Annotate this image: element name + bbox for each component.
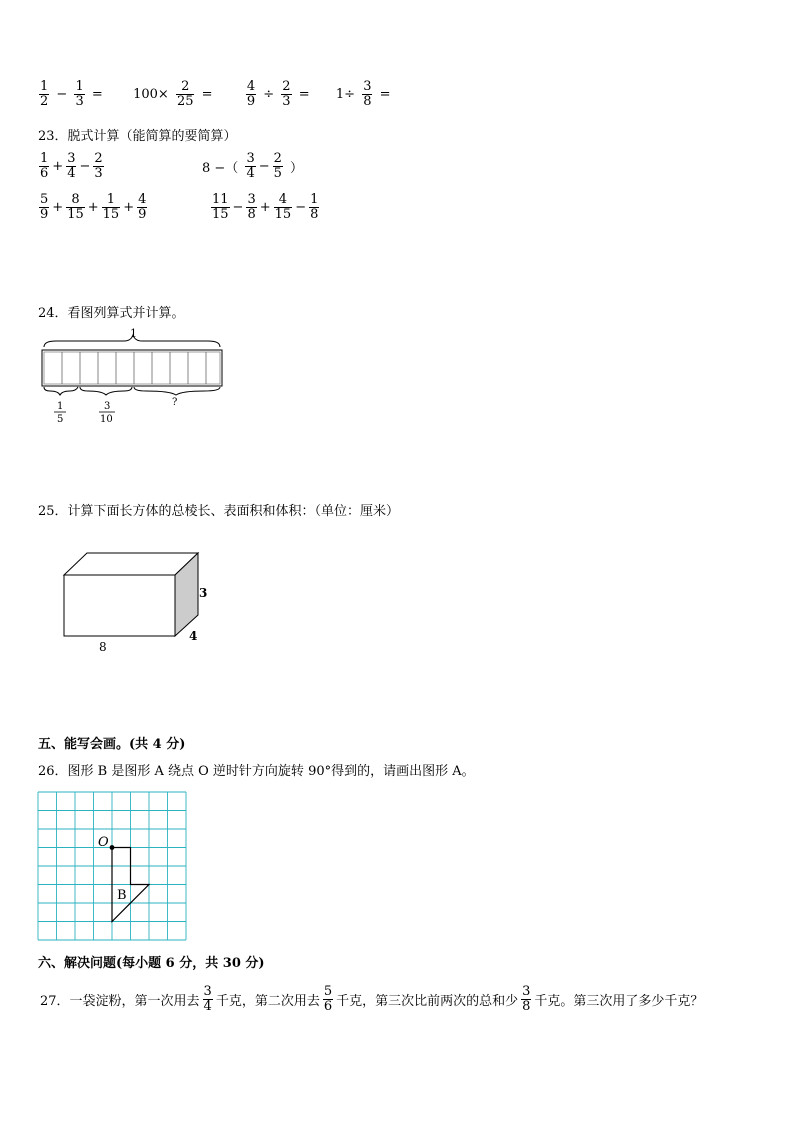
- section-6-heading: 六、解决问题(每小题 6 分，共 30 分): [38, 956, 265, 971]
- label-2-den: 10: [100, 414, 113, 425]
- point-o-label: O: [98, 835, 109, 850]
- fraction: $\frac{2}{25}$: [176, 79, 194, 109]
- fraction: $\frac{1}{3}$: [75, 79, 84, 109]
- equals-sign: =: [91, 86, 103, 102]
- q24-title: 24．看图列算式并计算。: [38, 306, 185, 321]
- operator: 1÷: [335, 86, 356, 102]
- fraction: $\frac{4}{9}$: [246, 79, 256, 109]
- q23-expr-1: $\frac{1}{6}$ + $\frac{3}{4}$ − $\frac{2}{3}$: [40, 151, 103, 181]
- fraction: $\frac{2}{3}$: [282, 79, 291, 109]
- shape-b-label: B: [117, 888, 127, 903]
- equals-sign: =: [379, 86, 391, 102]
- q26-grid-figure: [37, 791, 187, 941]
- operator: ÷: [263, 86, 275, 102]
- q27-text: 27．一袋淀粉，第一次用去 $\frac{3}{4}$ 千克，第二次用去 $\frac{5}{6}$ 千克，第三次比前两次的总和少 $\frac{3}{8}$ 千克。第三次用了多少千克？: [40, 984, 704, 1014]
- height-label: 3: [199, 586, 208, 600]
- strip-dividers: [62, 352, 206, 384]
- q25-cuboid: [55, 545, 225, 660]
- operator: −: [56, 86, 68, 102]
- length-label: 8: [99, 640, 107, 654]
- q26-title: 26．图形 B 是图形 A 绕点 O 逆时针方向旋转 90°得到的，请画出图形 A。: [38, 764, 475, 779]
- q23-expr-4: $\frac{11}{15}$ − $\frac{3}{8}$ + $\frac{4}{15}$ − $\frac{1}{8}$: [212, 192, 319, 222]
- point-o: [110, 845, 115, 850]
- q23-expr-3: $\frac{5}{9}$ + $\frac{8}{15}$ + $\frac{1}{15}$ + $\frac{4}{9}$: [40, 192, 147, 222]
- section-5-heading: 五、能写会画。(共 4 分): [38, 737, 186, 752]
- q24-strip-diagram: [36, 325, 236, 425]
- width-label: 4: [189, 629, 198, 643]
- equals-sign: =: [201, 86, 213, 102]
- label-2-num: 3: [104, 401, 111, 412]
- top-label: 1: [130, 327, 137, 340]
- q23-expr-2: 8 −（ $\frac{3}{4}$ − $\frac{2}{5}$ ）: [202, 151, 304, 181]
- q22-row: [38, 80, 393, 108]
- strip-outer: [42, 350, 222, 386]
- q25-title: 25．计算下面长方体的总棱长、表面积和体积：（单位：厘米）: [38, 504, 400, 519]
- question-mark-label: ?: [172, 397, 178, 408]
- fraction: $\frac{1}{2}$: [40, 79, 49, 109]
- equals-sign: =: [298, 86, 310, 102]
- operator: 100×: [133, 86, 169, 102]
- q23-title: 23．脱式计算（能简算的要简算）: [38, 129, 237, 144]
- label-1-den: 5: [57, 414, 64, 425]
- label-1-num: 1: [57, 401, 64, 412]
- fraction: $\frac{3}{8}$: [363, 79, 372, 109]
